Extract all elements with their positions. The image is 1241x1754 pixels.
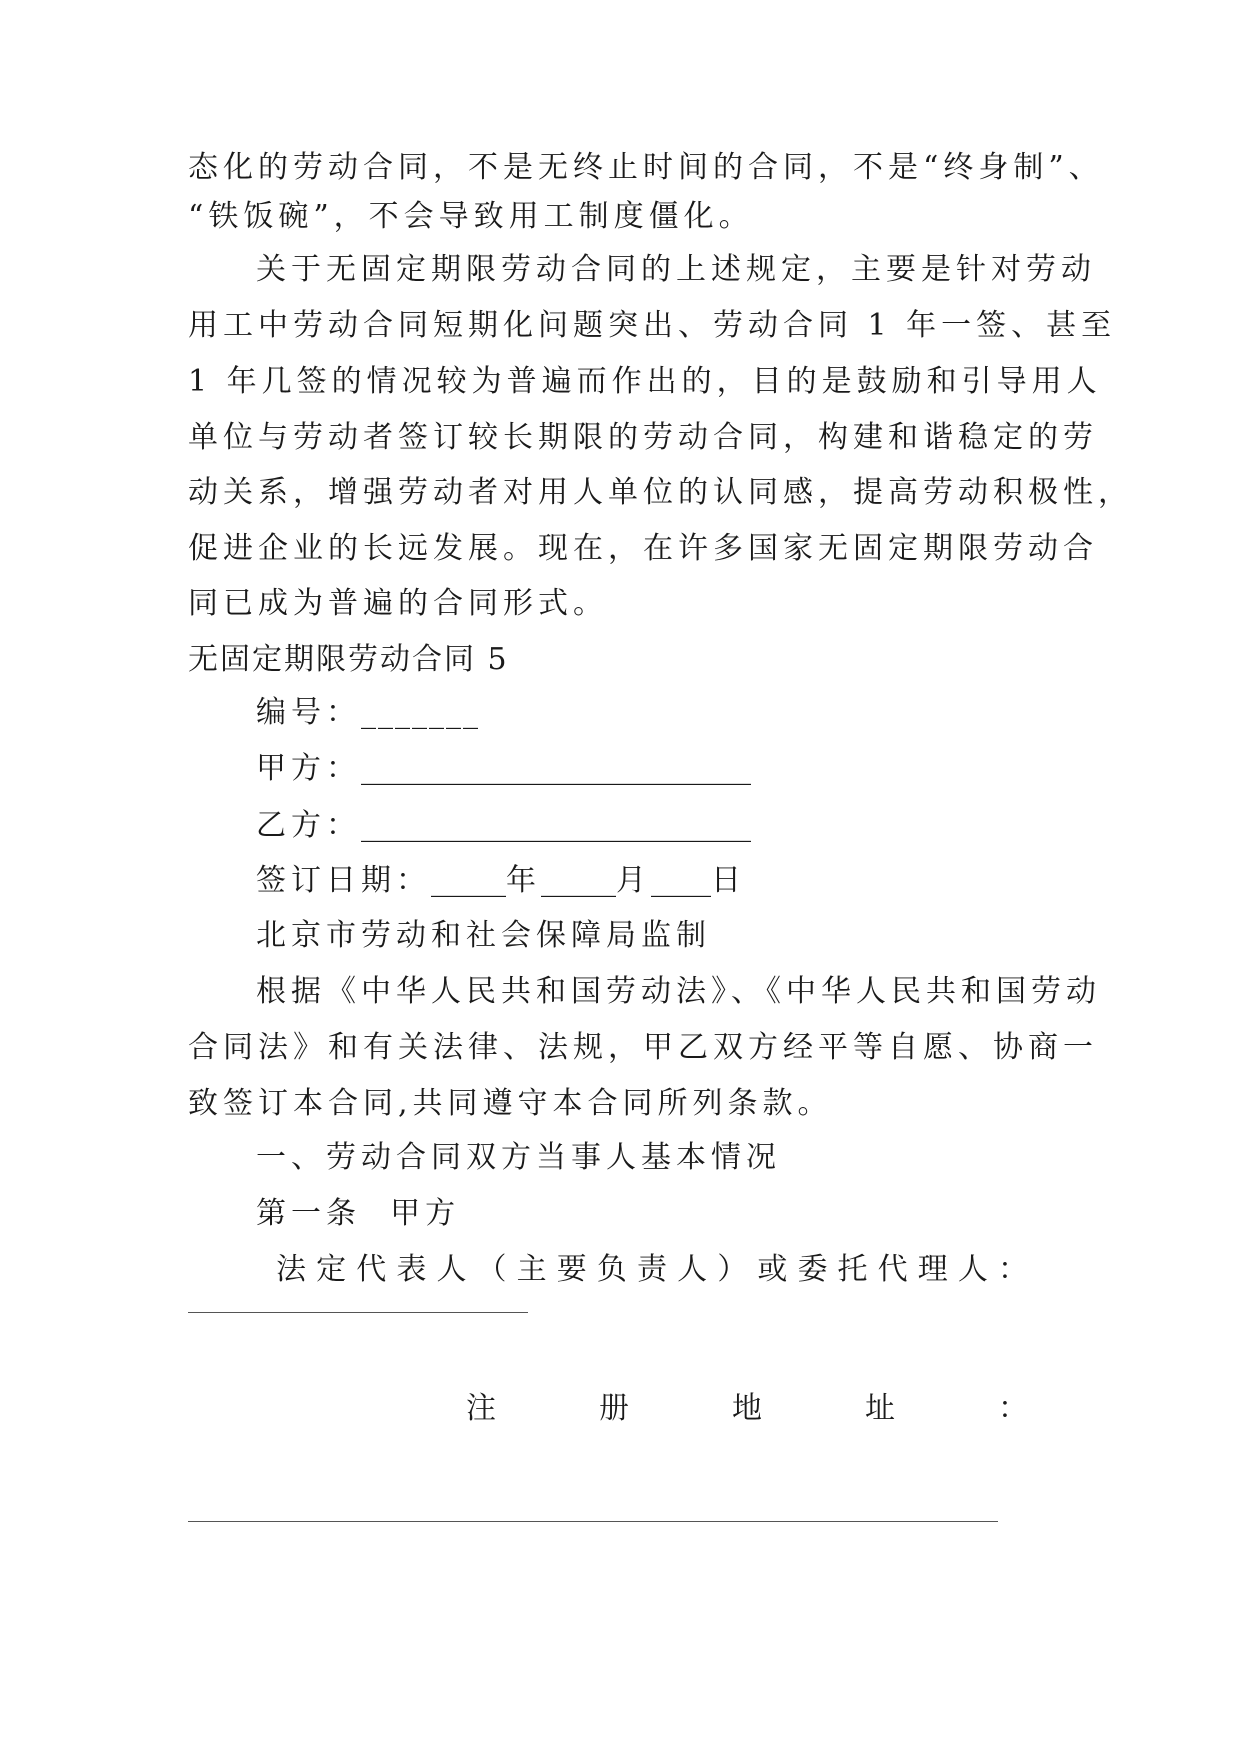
paragraph-line: 促进企业的长远发展。现在，在许多国家无固定期限劳动合	[188, 531, 1098, 566]
paragraph-line: 动关系，增强劳动者对用人单位的认同感，提高劳动积极性，	[188, 475, 1133, 510]
date-label: 签订日期：	[256, 863, 431, 898]
section-heading: 一、劳动合同双方当事人基本情况	[256, 1140, 781, 1175]
paragraph-line: 关于无固定期限劳动合同的上述规定，主要是针对劳动	[256, 252, 1096, 287]
number-label: 编号：	[256, 695, 361, 730]
date-year-blank: _____	[431, 863, 506, 898]
address-blank-line	[188, 1521, 998, 1522]
paragraph-line: 单位与劳动者签订较长期限的劳动合同，构建和谐稳定的劳	[188, 420, 1098, 455]
party-b-field	[256, 806, 751, 846]
party-a-blank: __________________________	[361, 751, 751, 786]
supervisor-line: 北京市劳动和社会保障局监制	[256, 918, 711, 953]
date-month-label: 月	[616, 863, 651, 898]
date-month-blank: _____	[541, 863, 616, 898]
paragraph-line: 1 年几签的情况较为普遍而作出的，目的是鼓励和引导用人	[188, 364, 1102, 399]
address-label: 注册地址：	[466, 1391, 1028, 1426]
paragraph-line: 根据《中华人民共和国劳动法》、《中华人民共和国劳动	[256, 974, 1101, 1009]
date-day-label: 日	[711, 863, 746, 898]
number-blank: _______	[361, 695, 480, 730]
legal-rep-label: 法定代表人（主要负责人）或委托代理人：	[276, 1252, 1028, 1287]
paragraph-line: 态化的劳动合同，不是无终止时间的合同，不是“终身制”、	[188, 150, 1104, 185]
party-a-field	[256, 749, 751, 789]
party-b-blank: __________________________	[361, 808, 751, 843]
article-heading: 第一条 甲方	[256, 1196, 461, 1231]
party-a-label: 甲方：	[256, 751, 361, 786]
sign-date-field	[256, 861, 746, 901]
date-year-label: 年	[506, 863, 541, 898]
number-field	[256, 693, 480, 733]
party-b-label: 乙方：	[256, 808, 361, 843]
contract-title: 无固定期限劳动合同 5	[188, 642, 509, 677]
paragraph-line: “铁饭碗”，不会导致用工制度僵化。	[188, 199, 754, 234]
paragraph-line: 同已成为普遍的合同形式。	[188, 586, 608, 621]
legal-rep-blank-line	[188, 1312, 528, 1313]
paragraph-line: 用工中劳动合同短期化问题突出、劳动合同 1 年一签、甚至	[188, 308, 1117, 343]
date-day-blank: ____	[651, 863, 711, 898]
paragraph-line: 致签订本合同,共同遵守本合同所列条款。	[188, 1086, 833, 1121]
paragraph-line: 合同法》和有关法律、法规，甲乙双方经平等自愿、协商一	[188, 1030, 1098, 1065]
